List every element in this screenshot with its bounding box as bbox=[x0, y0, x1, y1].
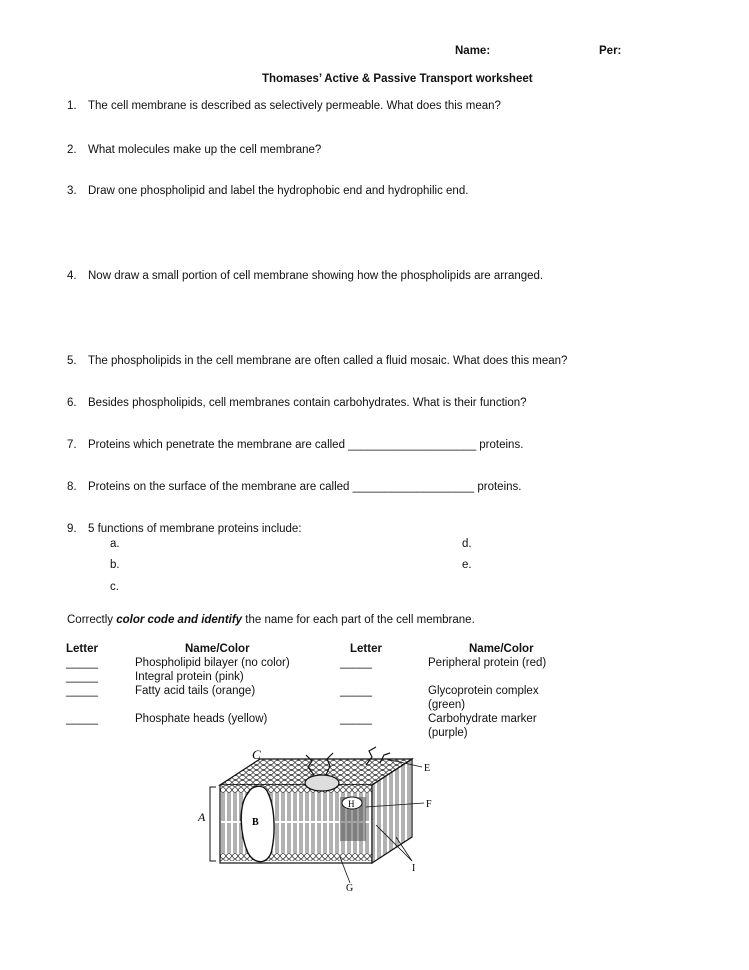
cell-membrane-diagram bbox=[190, 745, 450, 895]
name-color-header-left: Name/Color bbox=[185, 643, 250, 655]
answer-blank[interactable]: _____ bbox=[66, 657, 98, 669]
diagram-label-e: E bbox=[424, 763, 431, 774]
question-text: Draw one phospholipid and label the hydrophobic end and hydrophilic end. bbox=[88, 185, 469, 197]
name-color-header-right: Name/Color bbox=[469, 643, 534, 655]
function-item-b: b. bbox=[110, 559, 120, 571]
answer-blank[interactable]: _____ bbox=[340, 713, 372, 725]
question-number: 4. bbox=[67, 270, 77, 282]
question-number: 5. bbox=[67, 355, 77, 367]
letter-header-left: Letter bbox=[66, 643, 98, 655]
question-number: 7. bbox=[67, 439, 77, 451]
part-name: Phosphate heads (yellow) bbox=[135, 713, 268, 725]
answer-blank[interactable]: _____ bbox=[66, 671, 98, 683]
instructions-emphasis: color code and identify bbox=[116, 614, 243, 626]
answer-blank[interactable]: _____ bbox=[340, 657, 372, 669]
function-item-e: e. bbox=[462, 559, 472, 571]
lower-phosphate-heads bbox=[220, 853, 372, 861]
part-name: Integral protein (pink) bbox=[135, 671, 244, 683]
function-item-d: d. bbox=[462, 538, 472, 550]
label-a-bracket bbox=[210, 787, 216, 861]
instructions-text: the name for each part of the cell membrane. bbox=[242, 614, 475, 626]
question-text: The cell membrane is described as selectively permeable. What does this mean? bbox=[88, 100, 501, 112]
question-text: Proteins which penetrate the membrane are called ____________________ proteins. bbox=[88, 439, 524, 451]
question-text: Proteins on the surface of the membrane are called ___________________ proteins. bbox=[88, 481, 522, 493]
part-name: Fatty acid tails (orange) bbox=[135, 685, 256, 697]
question-number: 9. bbox=[67, 523, 77, 535]
diagram-label-i: I bbox=[412, 863, 416, 874]
upper-phosphate-heads bbox=[220, 785, 372, 793]
diagram-label-f: F bbox=[426, 799, 432, 810]
diagram-label-h: H bbox=[348, 799, 355, 809]
part-name: Phospholipid bilayer (no color) bbox=[135, 657, 290, 669]
answer-blank[interactable]: _____ bbox=[340, 685, 372, 697]
question-number: 3. bbox=[67, 185, 77, 197]
part-name: Glycoprotein complex bbox=[428, 685, 539, 697]
question-text: Now draw a small portion of cell membrane showing how the phospholipids are arranged. bbox=[88, 270, 544, 282]
question-number: 6. bbox=[67, 397, 77, 409]
question-text: What molecules make up the cell membrane? bbox=[88, 144, 322, 156]
peripheral-protein bbox=[305, 775, 339, 791]
letter-header-right: Letter bbox=[350, 643, 382, 655]
question-text: Besides phospholipids, cell membranes contain carbohydrates. What is their function? bbox=[88, 397, 527, 409]
answer-blank[interactable]: _____ bbox=[66, 685, 98, 697]
diagram-label-g: G bbox=[346, 883, 354, 894]
diagram-label-c: C bbox=[252, 747, 261, 762]
question-number: 1. bbox=[67, 100, 77, 112]
question-text: The phospholipids in the cell membrane are often called a fluid mosaic. What does this mean? bbox=[88, 355, 568, 367]
diagram-label-b: B bbox=[252, 817, 259, 828]
function-item-a: a. bbox=[110, 538, 120, 550]
function-item-c: c. bbox=[110, 581, 119, 593]
part-name-continued: (purple) bbox=[428, 727, 468, 739]
instructions-text: Correctly bbox=[67, 614, 117, 626]
part-name-continued: (green) bbox=[428, 699, 466, 711]
question-number: 8. bbox=[67, 481, 77, 493]
name-label: Name: bbox=[455, 45, 491, 57]
color-code-instructions bbox=[67, 614, 475, 626]
part-name: Carbohydrate marker bbox=[428, 713, 537, 725]
question-text: 5 functions of membrane proteins include: bbox=[88, 523, 302, 535]
answer-blank[interactable]: _____ bbox=[66, 713, 98, 725]
question-number: 2. bbox=[67, 144, 77, 156]
part-name: Peripheral protein (red) bbox=[428, 657, 547, 669]
worksheet-title: Thomases’ Active & Passive Transport worksheet bbox=[262, 73, 533, 85]
diagram-label-a: A bbox=[198, 810, 206, 824]
per-label: Per: bbox=[599, 45, 622, 57]
